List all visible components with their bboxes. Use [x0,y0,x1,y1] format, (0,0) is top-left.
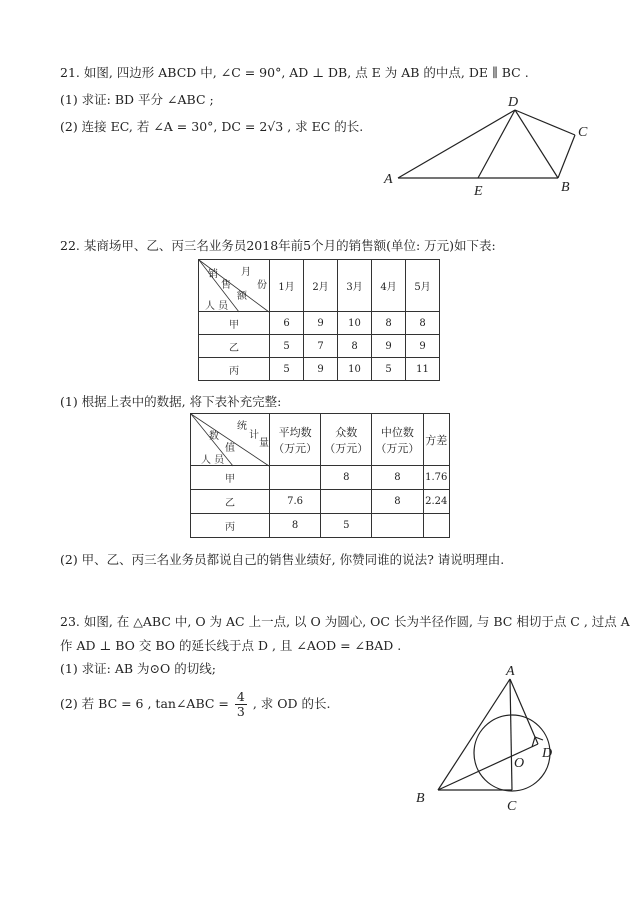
row-name: 乙 [199,335,270,358]
cell: 5 [270,358,304,381]
q23-part1: (1) 求证: AB 为⊙O 的切线; [60,661,216,676]
corner-shu: 数 [209,431,219,442]
stat-header: 方差 [423,414,449,466]
q23-label-A: A [506,664,515,679]
q23-stem2: 作 AD ⊥ BO 交 BO 的延长线于点 D , 且 ∠AOD = ∠BAD . [60,638,402,653]
q21-label-C: C [578,125,588,140]
cell: 8 [372,490,423,514]
corner-person: 人 员 [201,455,225,466]
month-header: 4月 [372,260,406,312]
cell: 8 [338,335,372,358]
cell: 5 [270,335,304,358]
month-header: 3月 [338,260,372,312]
corner-xiao: 销 [208,269,218,280]
q23-part2-post: , 求 OD 的长. [252,696,331,711]
month-header: 5月 [406,260,440,312]
cell [321,490,372,514]
cell: 6 [270,312,304,335]
row-name: 丙 [191,514,270,538]
q21-part1: (1) 求证: BD 平分 ∠ABC ; [60,92,214,107]
q21-label-D: D [508,95,519,110]
cell: 9 [406,335,440,358]
q21-label-E: E [474,184,483,199]
q21-part2: (2) 连接 EC, 若 ∠A = 30°, DC = 2√3 , 求 EC 的长. [60,119,364,134]
corner-person: 人 员 [205,301,229,312]
stat-header: 中位数 （万元） [372,414,423,466]
cell: 5 [321,514,372,538]
corner-ji: 计 [249,430,259,441]
fraction-num: 4 [236,689,245,704]
cell: 8 [270,514,321,538]
corner-liang: 量 [259,438,269,449]
month-header: 1月 [270,260,304,312]
cell: 8 [321,466,372,490]
row-name: 丙 [199,358,270,381]
row-name: 乙 [191,490,270,514]
cell: 10 [338,358,372,381]
cell [270,466,321,490]
fraction [235,690,247,719]
cell: 10 [338,312,372,335]
cell: 5 [372,358,406,381]
cell: 7 [304,335,338,358]
cell [423,514,449,538]
q22-stem: 22. 某商场甲、乙、丙三名业务员2018年前5个月的销售额(单位: 万元)如下表: [60,238,496,253]
cell: 9 [304,312,338,335]
corner-shou: 售 [221,280,231,291]
q23-stem1: 23. 如图, 在 △ABC 中, O 为 AC 上一点, 以 O 为圆心, OC 长为半径作圆, 与 BC 相切于点 C , 过点 A [60,614,630,629]
cell: 1.76 [423,466,449,490]
q23-figure [410,665,580,815]
cell: 2.24 [423,490,449,514]
fraction-den: 3 [236,704,245,719]
q22-part2: (2) 甲、乙、丙三名业务员都说自己的销售业绩好, 你赞同谁的说法? 请说明理由. [60,552,505,567]
cell: 11 [406,358,440,381]
cell: 8 [372,312,406,335]
cell: 9 [372,335,406,358]
row-name: 甲 [199,312,270,335]
row-name: 甲 [191,466,270,490]
table-row [199,312,440,335]
stat-header: 众数 （万元） [321,414,372,466]
sales-table-corner [199,260,270,312]
q23-label-B: B [416,791,425,806]
corner-fen: 份 [257,280,267,291]
corner-zhi: 值 [225,443,235,454]
q23-label-O: O [514,756,525,771]
cell: 8 [406,312,440,335]
table-row [199,335,440,358]
stats-table-corner [191,414,270,466]
q21-figure [380,95,600,205]
table-row [191,466,450,490]
corner-tong: 统 [237,421,247,432]
corner-month: 月 [241,267,251,278]
stat-header: 平均数 （万元） [270,414,321,466]
q23-label-D: D [542,746,553,761]
stats-table [190,413,450,538]
table-row [199,358,440,381]
table-row [191,490,450,514]
cell: 8 [372,466,423,490]
month-header: 2月 [304,260,338,312]
q22-part1: (1) 根据上表中的数据, 将下表补充完整: [60,394,282,409]
cell [372,514,423,538]
q21-stem: 21. 如图, 四边形 ABCD 中, ∠C = 90°, AD ⊥ DB, 点 E 为 AB 的中点, DE ∥ BC . [60,65,529,80]
q23-part2 [60,690,330,719]
table-row [191,514,450,538]
cell: 7.6 [270,490,321,514]
q21-label-A: A [384,172,393,187]
q23-label-C: C [507,799,517,814]
q21-label-B: B [561,180,570,195]
sales-table [198,259,440,381]
corner-e: 额 [237,291,247,302]
cell: 9 [304,358,338,381]
q23-part2-pre: (2) 若 BC = 6 , tan∠ABC = [60,696,229,711]
